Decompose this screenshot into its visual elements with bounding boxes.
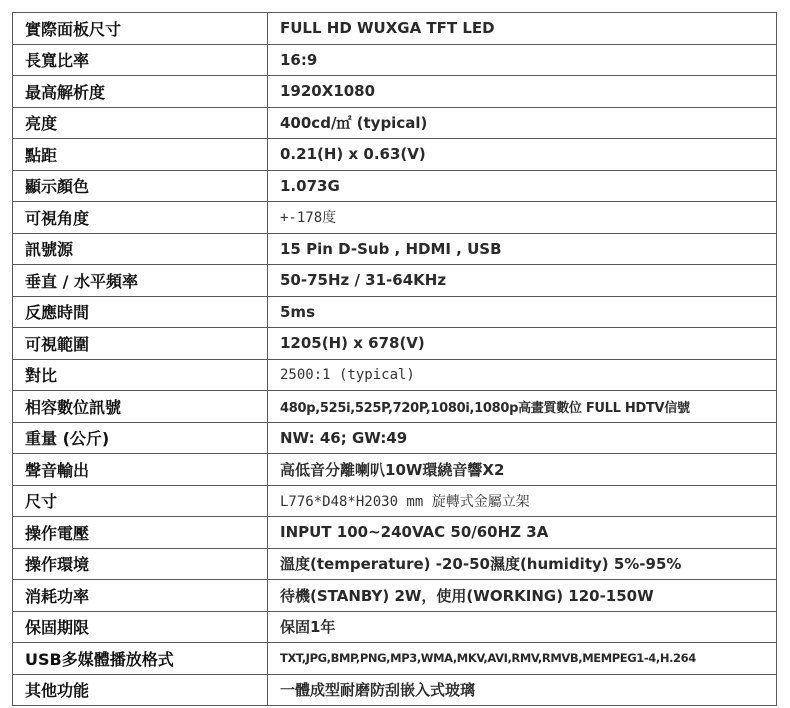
spec-label: 訊號源: [13, 233, 268, 265]
spec-label: 其他功能: [13, 674, 268, 706]
spec-label: 長寬比率: [13, 44, 268, 76]
spec-label: 重量 (公斤): [13, 422, 268, 454]
spec-label: 可視範圍: [13, 328, 268, 360]
table-row: [13, 107, 777, 139]
spec-label: 保固期限: [13, 611, 268, 643]
spec-value: 5ms: [268, 296, 777, 328]
spec-value: 待機(STANBY) 2W，使用(WORKING) 120-150W: [268, 580, 777, 612]
spec-value: NW: 46; GW:49: [268, 422, 777, 454]
spec-label: 相容數位訊號: [13, 391, 268, 423]
spec-label: 可視角度: [13, 202, 268, 234]
table-row: [13, 643, 777, 675]
table-row: [13, 517, 777, 549]
spec-value: FULL HD WUXGA TFT LED: [268, 13, 777, 45]
table-row: [13, 13, 777, 45]
table-row: [13, 139, 777, 171]
spec-label: 對比: [13, 359, 268, 391]
table-row: [13, 580, 777, 612]
spec-value: +-178度: [268, 202, 777, 234]
spec-label: 點距: [13, 139, 268, 171]
spec-label: 尺寸: [13, 485, 268, 517]
spec-value: INPUT 100~240VAC 50/60HZ 3A: [268, 517, 777, 549]
spec-label: 操作電壓: [13, 517, 268, 549]
spec-value: L776*D48*H2030 mm 旋轉式金屬立架: [268, 485, 777, 517]
spec-value: 400cd/㎡ (typical): [268, 107, 777, 139]
spec-table: [12, 12, 777, 706]
table-row: [13, 328, 777, 360]
table-row: [13, 76, 777, 108]
table-row: [13, 674, 777, 706]
spec-label: 反應時間: [13, 296, 268, 328]
spec-value: 保固1年: [268, 611, 777, 643]
table-row: [13, 296, 777, 328]
table-row: [13, 548, 777, 580]
spec-value: 50-75Hz / 31-64KHz: [268, 265, 777, 297]
spec-label: 消耗功率: [13, 580, 268, 612]
spec-label: 聲音輸出: [13, 454, 268, 486]
spec-value: 1920X1080: [268, 76, 777, 108]
table-row: [13, 611, 777, 643]
table-row: [13, 265, 777, 297]
table-row: [13, 170, 777, 202]
spec-value: 1.073G: [268, 170, 777, 202]
table-row: [13, 391, 777, 423]
spec-value: 溫度(temperature) -20-50濕度(humidity) 5%-95%: [268, 548, 777, 580]
table-row: [13, 454, 777, 486]
spec-value: 一體成型耐磨防刮嵌入式玻璃: [268, 674, 777, 706]
table-row: [13, 422, 777, 454]
spec-value: 高低音分離喇叭10W環繞音響X2: [268, 454, 777, 486]
spec-value: 15 Pin D-Sub , HDMI , USB: [268, 233, 777, 265]
spec-label: 垂直 / 水平頻率: [13, 265, 268, 297]
spec-label: 操作環境: [13, 548, 268, 580]
spec-value: 480p,525i,525P,720P,1080i,1080p高畫質數位 FULL HDTV信號: [268, 391, 777, 423]
spec-value: TXT,JPG,BMP,PNG,MP3,WMA,MKV,AVI,RMV,RMVB,MEMPEG1-4,H.264: [268, 643, 777, 675]
spec-label: 亮度: [13, 107, 268, 139]
spec-value: 0.21(H) x 0.63(V): [268, 139, 777, 171]
spec-value: 16:9: [268, 44, 777, 76]
spec-value: 2500:1 (typical): [268, 359, 777, 391]
spec-label: 顯示顏色: [13, 170, 268, 202]
spec-label: 實際面板尺寸: [13, 13, 268, 45]
spec-value: 1205(H) x 678(V): [268, 328, 777, 360]
table-row: [13, 202, 777, 234]
table-row: [13, 485, 777, 517]
table-row: [13, 44, 777, 76]
spec-label: 最高解析度: [13, 76, 268, 108]
table-row: [13, 359, 777, 391]
spec-label: USB多媒體播放格式: [13, 643, 268, 675]
table-row: [13, 233, 777, 265]
